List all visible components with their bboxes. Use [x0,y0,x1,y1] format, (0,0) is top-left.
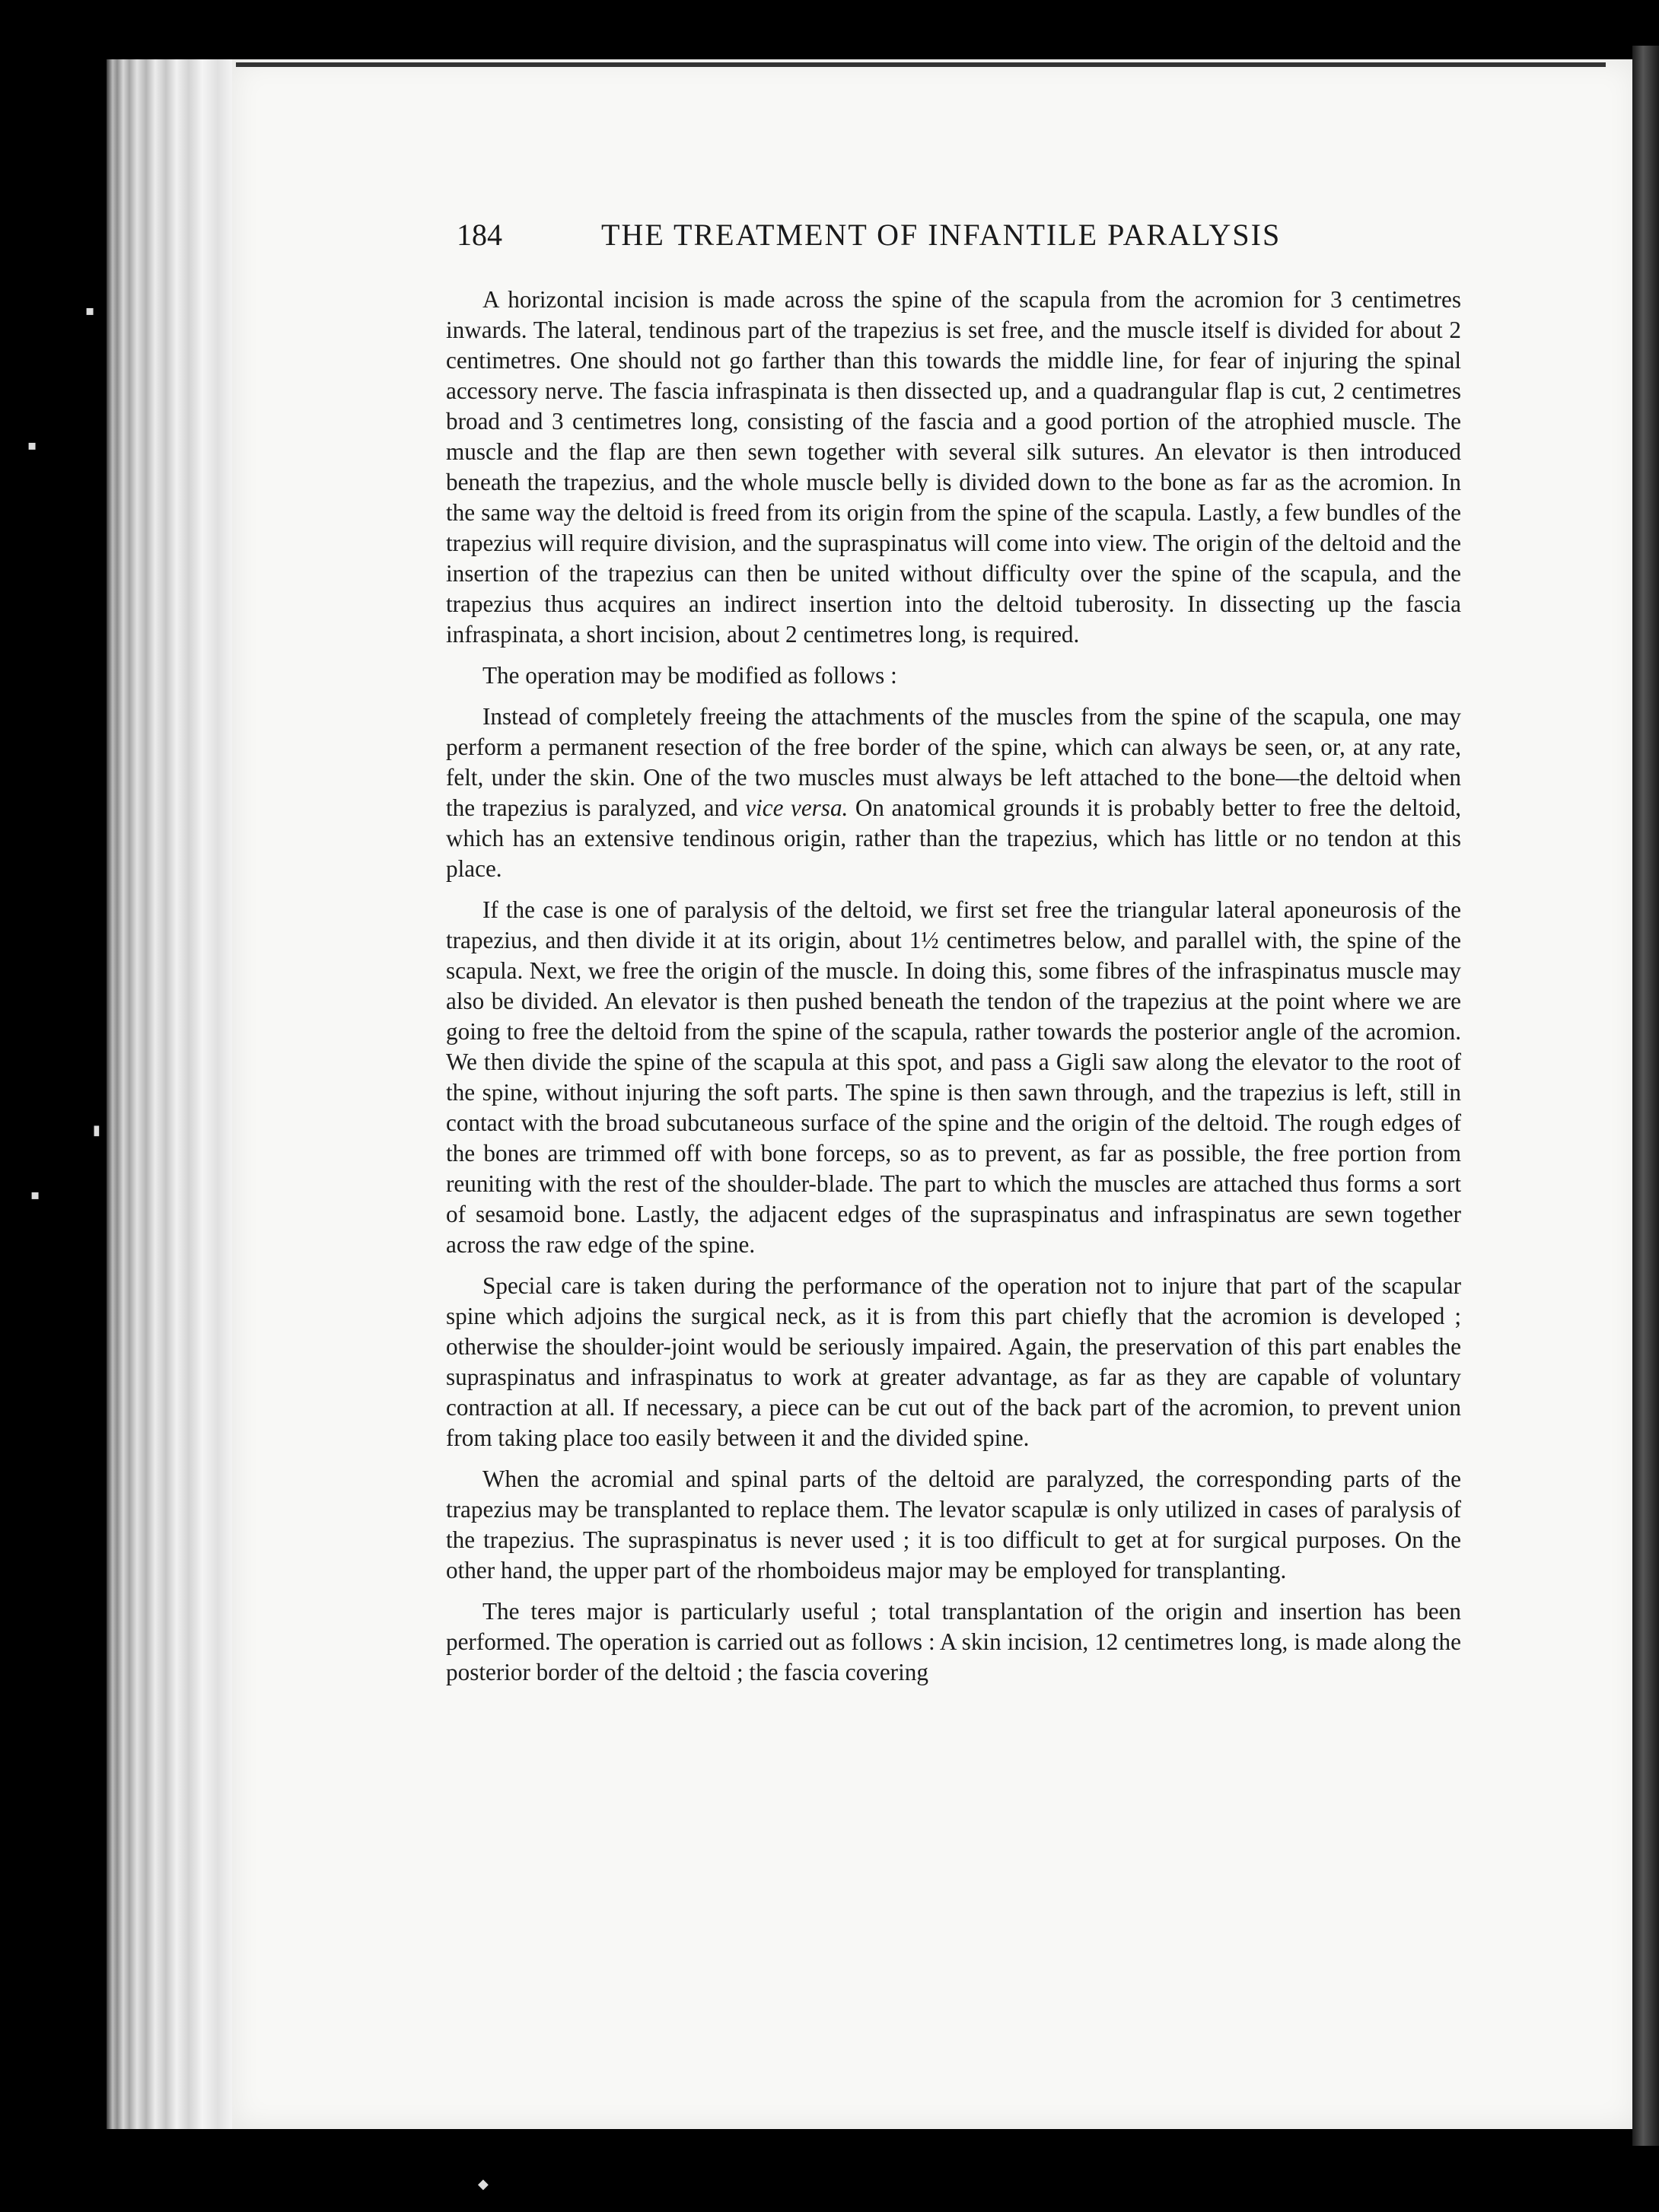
margin-speck: ▪ [85,303,95,319]
paragraph: If the case is one of paralysis of the deltoid, we first set free the triangular lateral aponeurosis of the trapezius, and then divide it at its origin, about 1½ centimetres below, and parallel with, the spine of the scapula. Next, we free the origin of the muscle. In doing this, some fibres of the infraspinatus muscle may also be divided. An elevator is then pushed beneath the tendon of the trapezius at the point where we are going to free the deltoid from the spine of the scapula, rather towards the posterior angle of the acromion. We then divide the spine of the scapula at this spot, and pass a Gigli saw along the elevator to the root of the spine, without injuring the soft parts. The spine is then sawn through, and the trapezius is left, still in contact with the broad subcutaneous surface of the spine and the origin of the deltoid. The rough edges of the bones are trimmed off with bone forceps, so as to prevent, as far as possible, the free portion from reuniting with the rest of the shoulder-blade. The part to which the muscles are attached thus forms a sort of sesamoid bone. Lastly, the adjacent edges of the supraspinatus and infraspinatus are sewn together across the raw edge of the spine. [446,896,1461,1258]
paragraph [446,702,1461,884]
paragraph: A horizontal incision is made across the spine of the scapula from the acromion for 3 centimetres inwards. The lateral, tendinous part of the trapezius is set free, and the muscle itself is divided for about 2 centimetres. One should not go farther than this towards the middle line, for fear of injuring the spinal accessory nerve. The fascia infraspinata is then dissected up, and a quadrangular flap is cut, 2 centimetres broad and 3 centimetres long, consisting of the fascia and a good portion of the atrophied muscle. The muscle and the flap are then sewn together with several silk sutures. An elevator is then introduced beneath the trapezius, and the whole muscle belly is divided down to the bone as far as the acromion. In the same way the deltoid is freed from its origin from the spine of the scapula. Lastly, a few bundles of the trapezius will require division, and the supraspinatus will come into view. The origin of the deltoid and the insertion of the trapezius can then be united without difficulty over the spine of the scapula, and the trapezius thus acquires an indirect insertion into the deltoid tuberosity. In dissecting up the fascia infraspinata, a short incision, about 2 centimetres long, is required. [446,286,1461,648]
paragraph: Special care is taken during the performance of the operation not to injure that part of the scapular spine which adjoins the surgical neck, as it is from this part chiefly that the acromion is developed ; otherwise the shoulder-joint would be seriously impaired. Again, the preservation of this part enables the supraspinatus and infraspinatus to work at greater advantage, as far as they are capable of voluntary contraction at all. If necessary, a piece can be cut out of the back part of the acromion, to prevent union from taking place too easily between it and the divided spine. [446,1272,1461,1451]
paragraph-text: On anatomical grounds it is probably better to free the deltoid, which has an extensive tendinous origin, rather than the trapezius, which has little or no tendon at this place. [446,794,1462,882]
page-top-rule [236,62,1606,67]
paragraph: The operation may be modified as follows : [482,662,897,689]
margin-speck: ▪ [27,438,37,454]
italic-phrase: vice versa. [745,794,849,821]
page-number: 184 [457,218,502,252]
binding-edge [1632,46,1659,2146]
page-stack-edge [107,59,236,2129]
margin-speck: ▪ [30,1187,40,1203]
paragraph: The teres major is particularly useful ; total transplantation of the origin and insertion has been performed. The operation is carried out as follows : A skin incision, 12 centimetres long, is made along the posterior border of the deltoid ; the fascia covering [446,1598,1461,1685]
running-head [457,217,1461,263]
margin-speck: ◆ [478,2176,489,2192]
body-text [446,285,1461,1698]
paragraph: When the acromial and spinal parts of the deltoid are paralyzed, the corresponding parts of the trapezius may be transplanted to replace them. The levator scapulæ is only utilized in cases of paralysis of the trapezius. The supraspinatus is never used ; it is too difficult to get at for surgical purposes. On the other hand, the upper part of the rhomboideus major may be employed for transplanting. [446,1466,1461,1583]
margin-speck: ▮ [93,1122,100,1138]
running-title: THE TREATMENT OF INFANTILE PARALYSIS [601,218,1282,252]
paragraph-text: Instead of completely freeing the attachments of the muscles from the spine of the scapula, one may perform a permanent resection of the free border of the spine, which can always be seen, or, at any rate, felt, under the skin. One of the two muscles must always be left attached to the bone—the deltoid when the trapezius is paralyzed, and [446,703,1461,821]
